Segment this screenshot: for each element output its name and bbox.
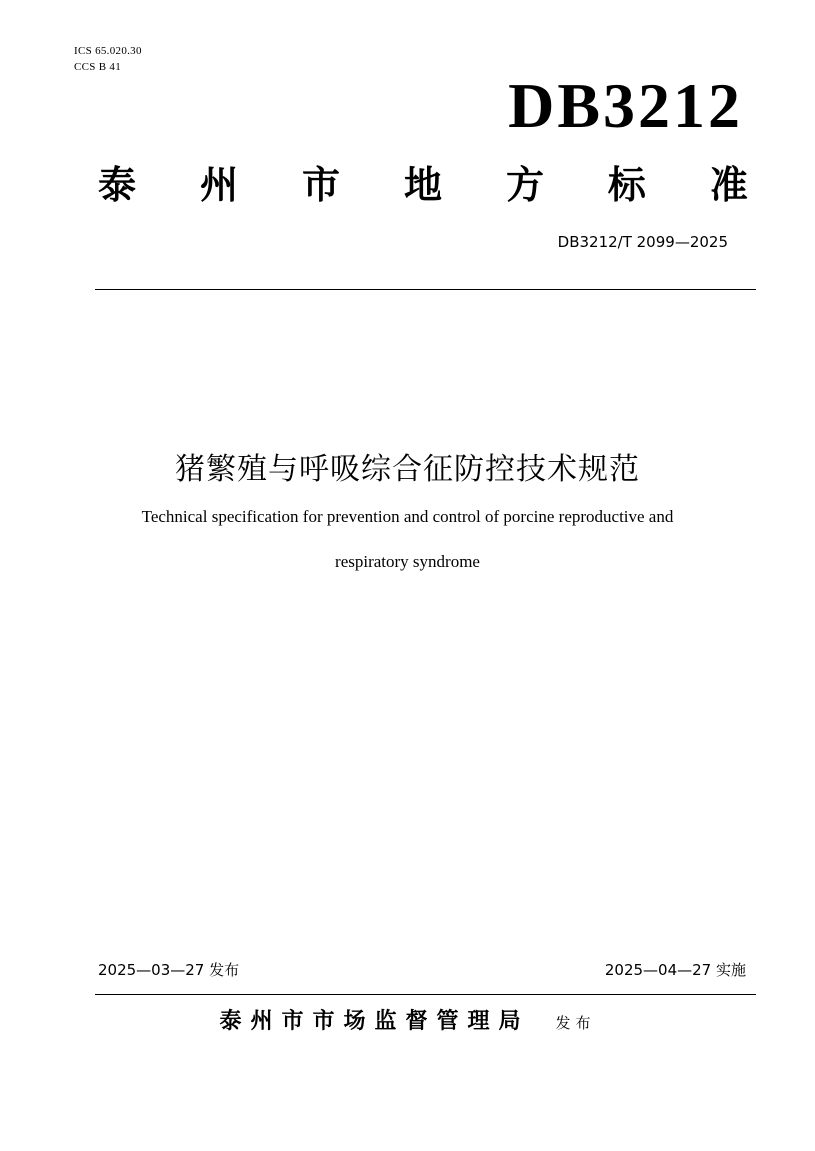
implementation-date: 2025—04—27 实施 xyxy=(604,961,746,979)
category-char: 州 xyxy=(199,162,238,207)
standard-number: DB3212/T 2099—2025 xyxy=(557,233,728,251)
ics-code: ICS 65.020.30 xyxy=(74,45,142,57)
issue-date: 2025—03—27 发布 xyxy=(98,961,240,979)
ccs-code: CCS B 41 xyxy=(74,61,122,73)
bottom-divider xyxy=(95,994,756,995)
category-char: 地 xyxy=(403,162,442,207)
standard-category xyxy=(98,160,748,210)
category-char: 泰 xyxy=(98,162,137,207)
title-chinese: 猪繁殖与呼吸综合征防控技术规范 xyxy=(175,452,640,487)
issuer-suffix: 发布 xyxy=(555,1014,596,1032)
title-english-line1: Technical specification for prevention and control of porcine reproductive and xyxy=(141,507,674,526)
category-char: 准 xyxy=(709,162,748,207)
category-char: 方 xyxy=(505,162,544,207)
top-divider xyxy=(95,289,756,290)
category-char: 标 xyxy=(607,162,646,207)
standard-logo: DB3212 xyxy=(508,70,743,141)
issuer-name: 泰州市市场监督管理局 xyxy=(219,1008,530,1034)
title-english-line2: respiratory syndrome xyxy=(335,552,480,571)
issuer-line xyxy=(0,1004,815,1040)
category-char: 市 xyxy=(301,162,340,207)
